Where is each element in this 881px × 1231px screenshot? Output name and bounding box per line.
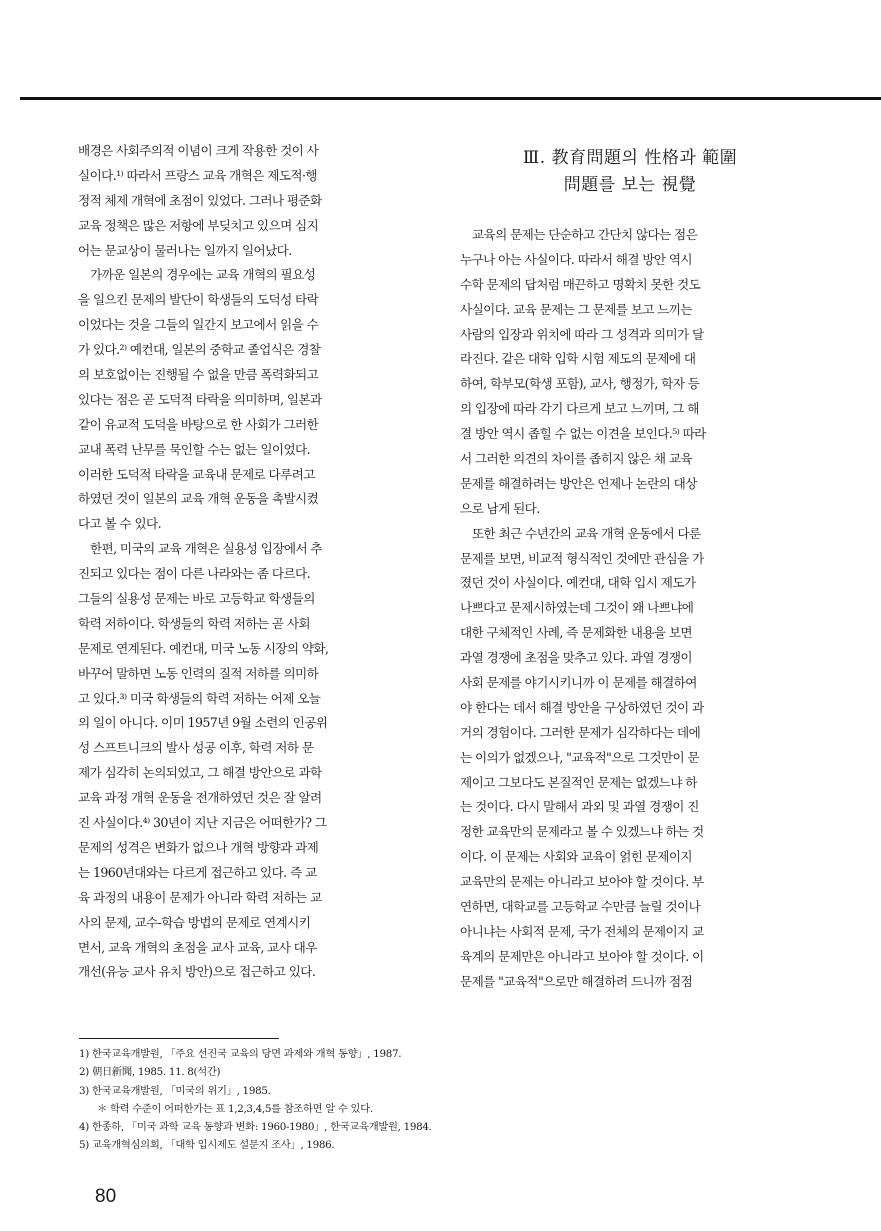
text-line: 가 있다.²⁾ 예컨대, 일본의 중학교 졸업식은 경찰	[78, 342, 321, 358]
text-line: 의 일이 아니다. 이미 1957년 9월 소련의 인공위	[78, 715, 328, 731]
paragraph-right	[460, 223, 805, 995]
text-line: 교육 과정 개혁 운동을 전개하였던 것은 잘 알려	[78, 790, 322, 806]
text-line: 개선(유능 교사 유치 방안)으로 접근하고 있다.	[78, 964, 316, 980]
text-line: 사람의 입장과 위치에 따라 그 성격과 의미가 달	[460, 326, 704, 342]
text-line: 실이다.¹⁾ 따라서 프랑스 교육 개혁은 제도적·행	[78, 167, 317, 183]
text-line: 또한 최근 수년간의 교육 개혁 운동에서 다룬	[460, 525, 701, 541]
text-line: 면서, 교육 개혁의 초점을 교사 교육, 교사 대우	[78, 939, 317, 955]
text-line: 한편, 미국의 교육 개혁은 실용성 입장에서 추	[78, 541, 322, 557]
footnote-divider	[79, 1038, 279, 1039]
section-heading	[460, 145, 800, 199]
text-line: 의 입장에 따라 각기 다르게 보고 느끼며, 그 해	[460, 401, 699, 417]
text-line: 을 일으킨 문제의 발단이 학생들의 도덕성 타락	[78, 292, 319, 308]
text-line: 진 사실이다.⁴⁾ 30년이 지난 지금은 어떠한가? 그	[78, 815, 327, 831]
text-line: 대한 구체적인 사례, 즉 문제화한 내용을 보면	[460, 625, 693, 641]
text-line: 바꾸어 말하면 노동 인력의 질적 저하를 의미하	[78, 665, 319, 681]
text-line: 교육만의 문제는 아니라고 보아야 할 것이다. 부	[460, 874, 704, 890]
text-line: 교육 정책은 많은 저항에 부딪치고 있으며 심지	[78, 217, 319, 233]
text-line: 제이고 그보다도 본질적인 문제는 없겠느냐 하	[460, 774, 697, 790]
footnote: 4) 한종하, 「미국 과학 교육 동향과 변화: 1960-1980」, 한국교육개발원, 1984.	[79, 1121, 432, 1134]
left-column	[78, 139, 423, 985]
section-heading-line2: 問題를 보는 視覺	[563, 175, 697, 195]
text-line: 과열 경쟁에 초점을 맞추고 있다. 과열 경쟁이	[460, 650, 693, 666]
text-line: 는 것이다. 다시 말해서 과외 및 과열 경쟁이 진	[460, 799, 699, 815]
text-line: 는 이의가 없겠으나, "교육적"으로 그것만이 문	[460, 749, 699, 765]
text-line: 는 1960년대와는 다르게 접근하고 있다. 즉 교	[78, 864, 317, 880]
text-line: 하여, 학부모(학생 포함), 교사, 행정가, 학자 등	[460, 376, 700, 392]
footnote-note: ＊ 학력 수준이 어떠한가는 표 1,2,3,4,5를 참조하면 알 수 있다.	[97, 1102, 373, 1115]
text-line: 정한 교육만의 문제라고 볼 수 있겠느냐 하는 것	[460, 824, 704, 840]
text-line: 육 과정의 내용이 문제가 아니라 학력 저하는 교	[78, 889, 322, 905]
text-line: 어는 문교상이 물러나는 일까지 일어났다.	[78, 242, 292, 258]
section-heading-line1: Ⅲ. 教育問題의 性格과 範圍	[522, 148, 738, 168]
footnote: 1) 한국교육개발원, 「주요 선진국 교육의 당면 과제와 개혁 동향」, 1987.	[79, 1048, 402, 1060]
text-line: 수학 문제의 답처럼 매끈하고 명확치 못한 것도	[460, 276, 701, 292]
text-line: 교육의 문제는 단순하고 간단치 않다는 점은	[460, 227, 698, 242]
footnote: 3) 한국교육개발원, 「미국의 위기」, 1985.	[79, 1084, 271, 1097]
text-line: 이러한 도덕적 타락을 교육내 문제로 다루려고	[78, 466, 315, 482]
text-line: 서 그러한 의견의 차이를 좁히지 않은 채 교육	[460, 451, 693, 467]
text-line: 제가 심각히 논의되었고, 그 해결 방안으로 과학	[78, 765, 322, 781]
text-line: 같이 유교적 도덕을 바탕으로 한 사회가 그러한	[78, 416, 319, 432]
text-line: 문제로 연계된다. 예컨대, 미국 노동 시장의 약화,	[78, 640, 329, 656]
paragraph-left	[78, 139, 423, 985]
text-line: 문제의 성격은 변화가 없으나 개혁 방향과 과제	[78, 839, 319, 855]
text-line: 육계의 문제만은 아니라고 보아야 할 것이다. 이	[460, 948, 704, 964]
text-line: 문제를 보면, 비교적 형식적인 것에만 관심을 가	[460, 550, 704, 566]
text-line: 사회 문제를 야기시키니까 이 문제를 해결하여	[460, 675, 697, 691]
text-line: 으로 남게 된다.	[460, 500, 540, 516]
text-line: 의 보호없이는 진행될 수 없을 만큼 폭력화되고	[78, 367, 319, 383]
text-line: 라진다. 같은 대학 입학 시험 제도의 문제에 대	[460, 351, 696, 367]
text-line: 졌던 것이 사실이다. 예컨대, 대학 입시 제도가	[460, 575, 696, 591]
text-line: 나쁘다고 문제시하였는데 그것이 왜 나쁘냐에	[460, 600, 694, 616]
text-line: 연하면, 대학교를 고등학교 수만큼 늘릴 것이나	[460, 899, 701, 915]
text-line: 가까운 일본의 경우에는 교육 개혁의 필요성	[78, 267, 316, 283]
text-line: 결 방안 역시 좁힐 수 없는 이견을 보인다.⁵⁾ 따라	[460, 426, 706, 442]
text-line: 있다는 점은 곧 도덕적 타락을 의미하며, 일본과	[78, 391, 322, 407]
text-line: 이었다는 것을 그들의 일간지 보고에서 읽을 수	[78, 317, 319, 333]
text-line: 교내 폭력 난무를 묵인할 수는 없는 일이었다.	[78, 441, 311, 457]
text-line: 다고 볼 수 있다.	[78, 516, 162, 532]
text-line: 누구나 아는 사실이다. 따라서 해결 방안 역시	[460, 251, 693, 267]
text-line: 문제를 해결하려는 방안은 언제나 논란의 대상	[460, 475, 697, 491]
page-number: 80	[95, 1186, 117, 1207]
text-line: 사의 문제, 교수-학습 방법의 문제로 연계시키	[78, 914, 311, 930]
text-line: 하였던 것이 일본의 교육 개혁 운동을 촉발시켰	[78, 491, 319, 507]
text-line: 그들의 실용성 문제는 바로 고등학교 학생들의	[78, 591, 315, 607]
footnote: 2) 朝日新聞, 1985. 11. 8(석간)	[79, 1066, 221, 1079]
text-line: 학력 저하이다. 학생들의 학력 저하는 곧 사회	[78, 615, 311, 631]
right-column	[460, 223, 805, 995]
text-line: 사실이다. 교육 문제는 그 문제를 보고 느끼는	[460, 301, 693, 317]
text-line: 고 있다.³⁾ 미국 학생들의 학력 저하는 어제 오늘	[78, 690, 321, 706]
text-line: 거의 경험이다. 그러한 문제가 심각하다는 데에	[460, 724, 701, 740]
header-rule	[20, 97, 881, 100]
text-line: 배경은 사회주의적 이념이 크게 작용한 것이 사	[78, 143, 319, 158]
text-line: 문제를 "교육적"으로만 해결하려 드니까 점점	[460, 973, 693, 989]
text-line: 정적 체제 개혁에 초점이 있었다. 그러나 평준화	[78, 192, 322, 208]
text-line: 성 스프트니크의 발사 성공 이후, 학력 저하 문	[78, 740, 314, 756]
text-line: 야 한다는 데서 해결 방안을 구상하였던 것이 과	[460, 699, 704, 715]
text-line: 이다. 이 문제는 사회와 교육이 얽힌 문제이지	[460, 849, 693, 865]
footnote: 5) 교육개혁심의회, 「대학 입시제도 설문지 조사」, 1986.	[79, 1139, 335, 1152]
text-line: 진되고 있다는 점이 다른 나라와는 좀 다르다.	[78, 566, 311, 582]
text-line: 아니냐는 사회적 문제, 국가 전체의 문제이지 교	[460, 923, 704, 939]
footnotes	[79, 1045, 432, 1155]
